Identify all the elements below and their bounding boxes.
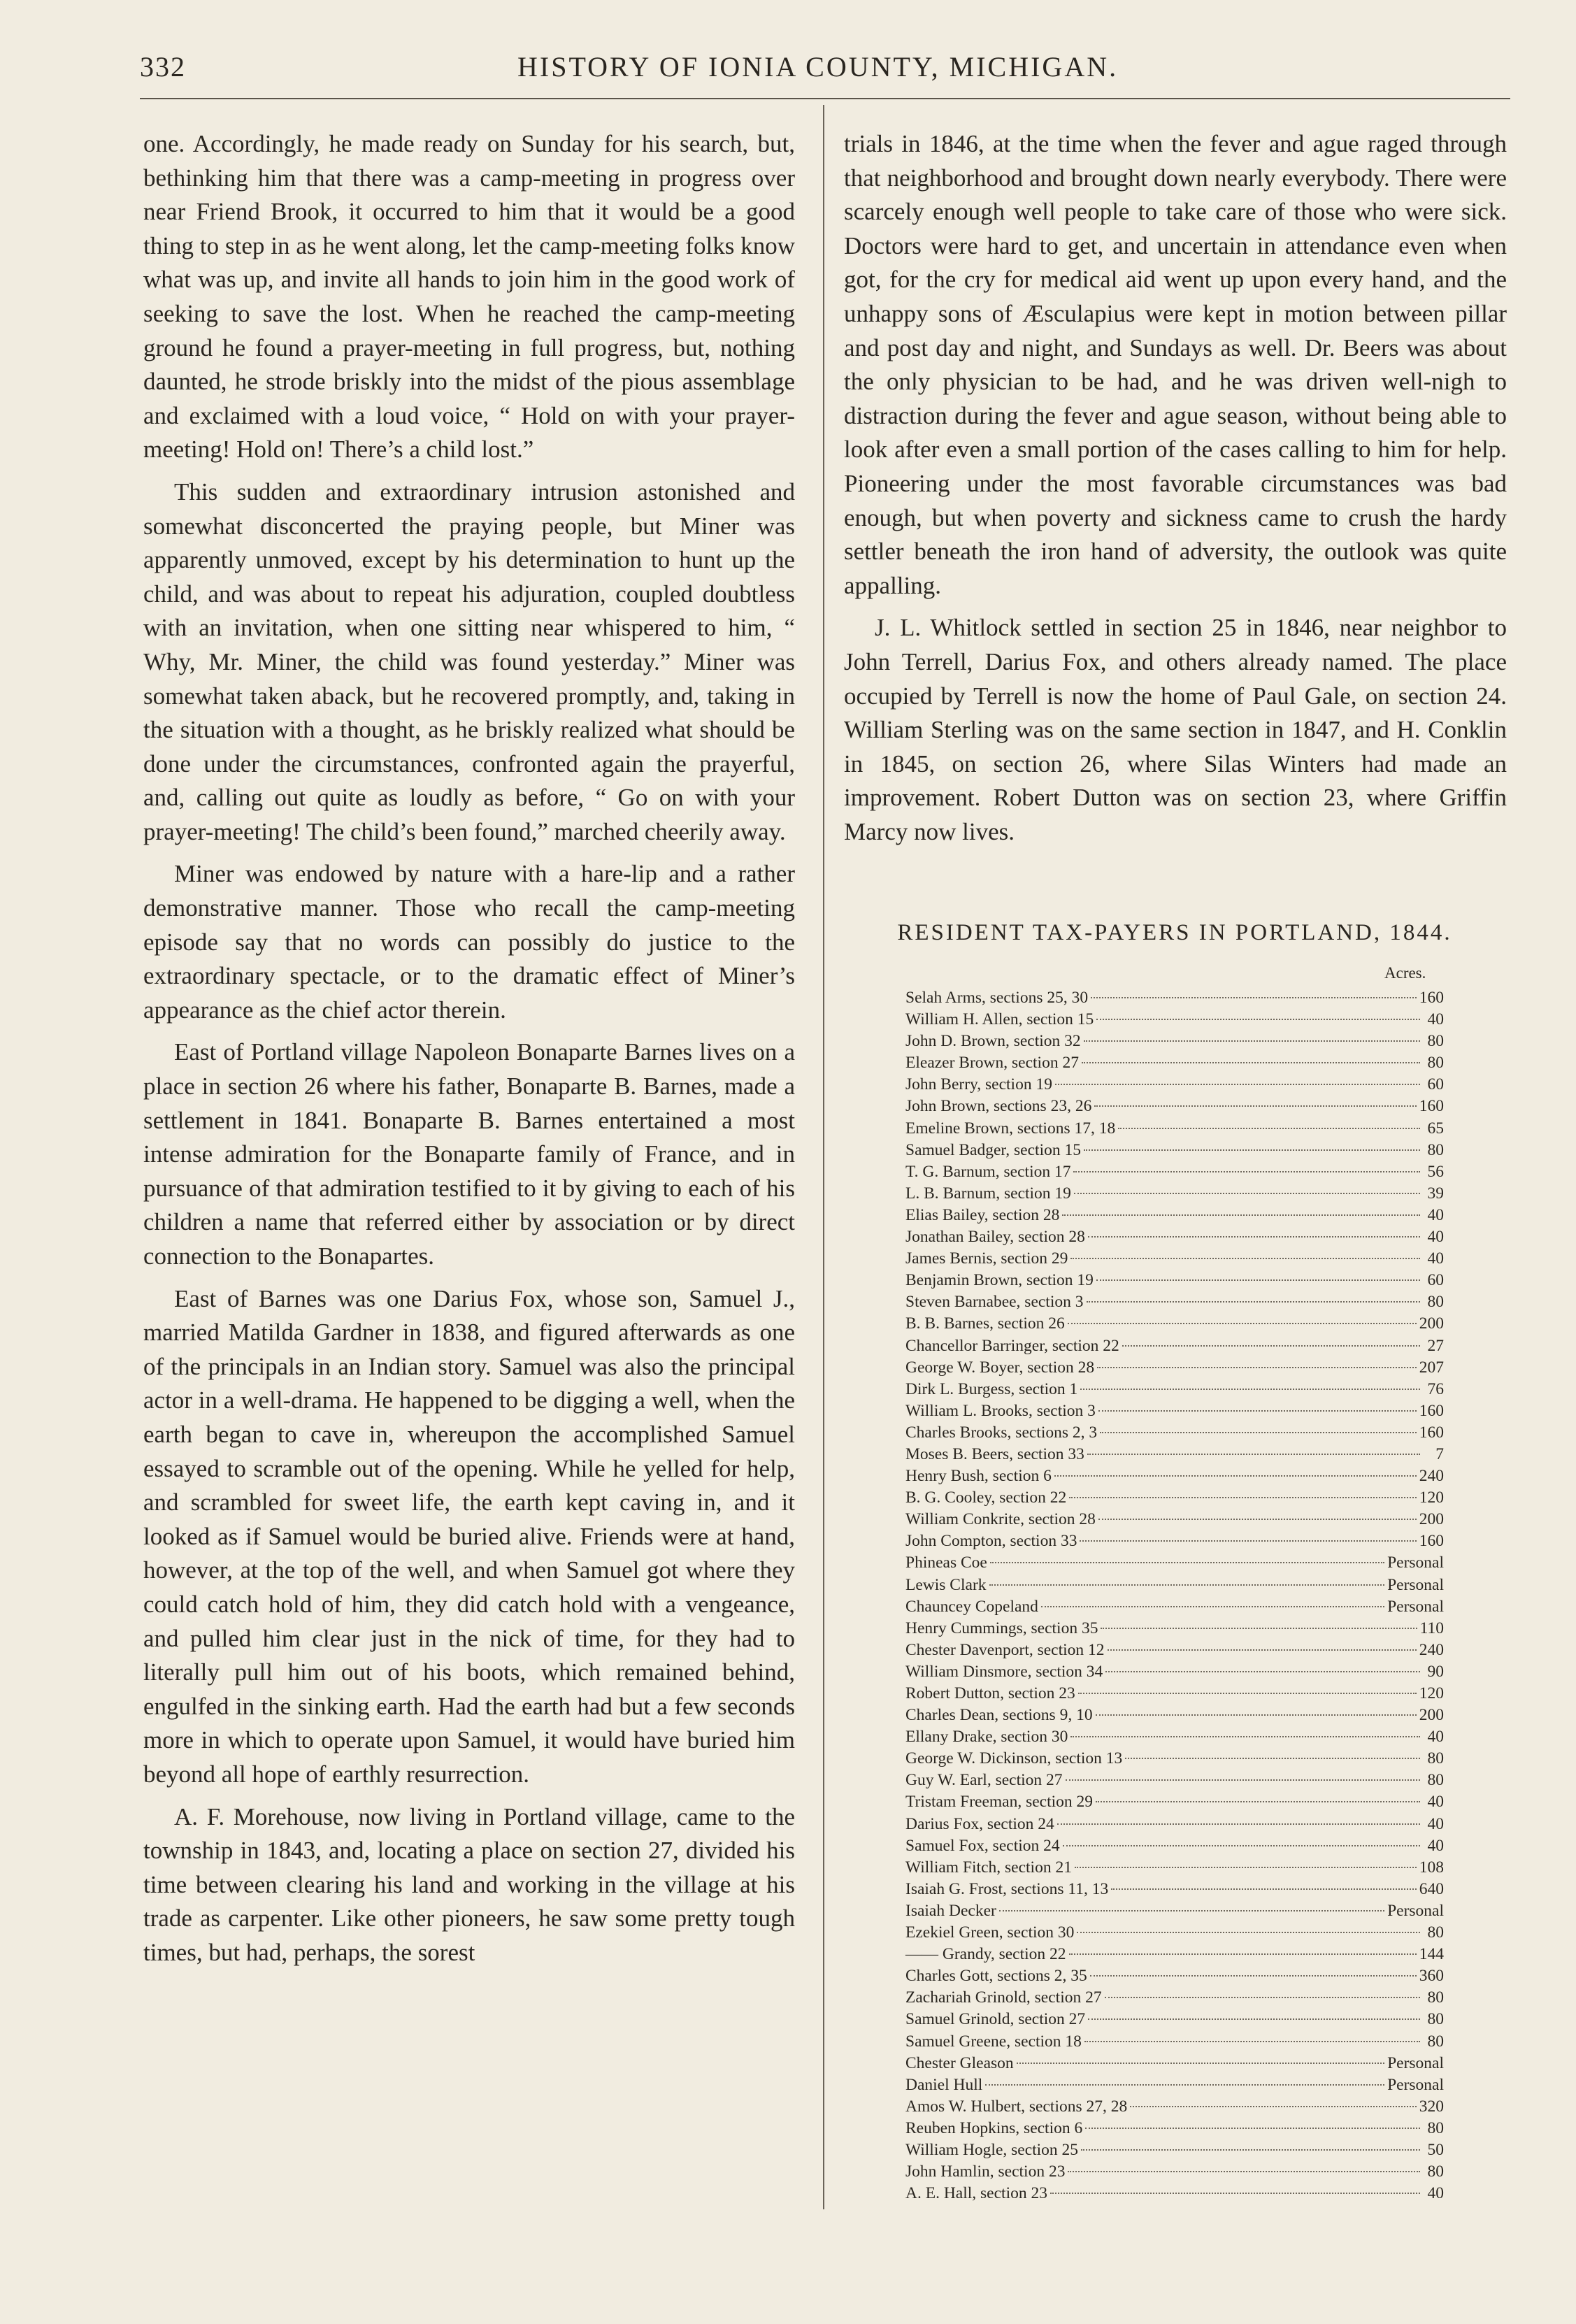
dot-leader [1080,1540,1416,1542]
tax-payer-acres: Personal [1387,1901,1444,1920]
tax-payer-name: B. B. Barnes, section 26 [905,1314,1065,1333]
tax-payer-name: B. G. Cooley, section 22 [905,1489,1067,1507]
tax-payer-row [905,1835,1444,1857]
dot-leader [1098,1519,1417,1520]
tax-payer-acres: 80 [1427,1054,1444,1073]
tax-payer-row [905,1748,1444,1770]
tax-payer-row [905,1814,1444,1835]
tax-payer-acres: 120 [1419,1489,1444,1507]
tax-payer-row [905,1509,1444,1530]
dot-leader [1082,1062,1420,1063]
paragraph: A. F. Morehouse, now living in Portland village, came to the township in 1843, and, locating a place on section 27, divided his time between clearing his land and working in the village at his trade as carpenter. Like other pioneers, he saw some pretty tough times, but had, perhaps, the sorest [143,1802,795,1966]
tax-payer-row [905,1161,1444,1183]
tax-payer-acres: 200 [1419,1314,1444,1333]
right-column [844,127,1507,857]
tax-payer-row [905,1248,1444,1270]
tax-payer-acres: Personal [1387,1597,1444,1616]
dot-leader [1054,1475,1417,1477]
tax-payer-acres: 80 [1427,1293,1444,1312]
tax-payer-acres: 90 [1427,1662,1444,1681]
tax-payer-acres: 108 [1419,1858,1444,1877]
tax-payer-name: Dirk L. Burgess, section 1 [905,1379,1078,1398]
tax-payer-name: Charles Gott, sections 2, 35 [905,1967,1087,1986]
tax-payer-acres: 80 [1427,2010,1444,2029]
tax-payer-row [905,1444,1444,1465]
tax-payer-name: William Fitch, section 21 [905,1858,1072,1877]
dot-leader [1094,1105,1416,1107]
tax-payer-row [905,1183,1444,1205]
tax-payer-name: John Hamlin, section 23 [905,2162,1066,2181]
dot-leader [1017,2063,1384,2064]
tax-payer-name: William L. Brooks, section 3 [905,1401,1096,1420]
tax-payer-row [905,1226,1444,1248]
tax-payer-name: Phineas Coe [905,1554,987,1572]
tax-payer-row [905,1118,1444,1140]
tax-payer-name: A. E. Hall, section 23 [905,2184,1047,2203]
tax-payer-acres: 160 [1419,1423,1444,1442]
tax-payer-acres: 320 [1419,2097,1444,2116]
tax-payer-name: Chancellor Barringer, section 22 [905,1336,1119,1355]
tax-payer-acres: 207 [1419,1358,1444,1377]
tax-payer-row [905,1465,1444,1487]
tax-payer-name: William Conkrite, section 28 [905,1510,1096,1529]
tax-payer-row [905,1661,1444,1683]
dot-leader [1069,1953,1417,1955]
header-rule [140,98,1510,99]
dot-leader [1057,1823,1420,1825]
tax-payer-acres: 76 [1427,1379,1444,1398]
tax-payer-name: George W. Boyer, section 28 [905,1358,1095,1377]
tax-payer-acres: 40 [1427,1814,1444,1833]
tax-payer-name: Steven Barnabee, section 3 [905,1293,1084,1312]
tax-payer-row [905,1791,1444,1813]
tax-payer-row [905,1965,1444,1987]
tax-payer-name: William Hogle, section 25 [905,2140,1079,2159]
tax-payer-acres: Personal [1387,1575,1444,1594]
tax-payer-name: Jonathan Bailey, section 28 [905,1228,1085,1247]
tax-payer-acres: 40 [1427,1836,1444,1855]
tax-payer-name: George W. Dickinson, section 13 [905,1749,1123,1768]
tax-payer-row [905,1552,1444,1574]
dot-leader [1084,2041,1420,2042]
dot-leader [1050,2193,1420,2194]
tax-payer-row [905,1944,1444,1965]
tax-payer-acres: 40 [1427,1228,1444,1247]
dot-leader [1088,2018,1420,2020]
tax-payer-name: Tristam Freeman, section 29 [905,1793,1094,1812]
paragraph: Miner was endowed by nature with a hare-lip and a rather demonstrative manner. Those who recall the camp-meeting episode say that no words can possibly do justice to the extraordinary spectacle, or to the dramatic effect of Miner’s appearance as the chief actor therein. [143,860,795,1024]
tax-payer-name: William H. Allen, section 15 [905,1010,1094,1029]
dot-leader [1075,1867,1417,1868]
dot-leader [999,1910,1384,1911]
tax-payer-name: Charles Brooks, sections 2, 3 [905,1423,1098,1442]
dot-leader [1074,1193,1420,1194]
paragraph: trials in 1846, at the time when the fever and ague raged through that neighborhood and brought down nearly everybody. There were scarcely enough well people to take care of those who were sick. Doctors were hard to get, and uncertain in attendance even when got, for the cry for medical aid went up upon every hand, and the unhappy sons of Æsculapius were kept in motion between pillar and post day and night, and Sundays as well. Dr. Beers was about the only physician to be had, and he was driven well-nigh to distraction during the fever and ague season, without being able to look after even a small portion of the cases calling to him for help. Pioneering under the most favorable circumstances was bad enough, but when poverty and sickness came to crush the hardy settler beneath the iron hand of adversity, the outlook was quite appalling. [844,130,1507,599]
tax-payer-name: Robert Dutton, section 23 [905,1684,1075,1702]
tax-payer-acres: 160 [1419,1401,1444,1420]
tax-payer-name: L. B. Barnum, section 19 [905,1184,1071,1203]
tax-payer-acres: 27 [1427,1336,1444,1355]
tax-payer-acres: 65 [1427,1119,1444,1138]
tax-payer-name: Eleazer Brown, section 27 [905,1054,1079,1073]
tax-payer-acres: 40 [1427,1249,1444,1268]
paragraph: East of Barnes was one Darius Fox, whose son, Samuel J., married Matilda Gardner in 1838, and figured afterwards as one of the principals in an Indian story. Samuel was also the principal actor in a well-drama. He happened to be digging a well, when the earth began to cave in, whereupon the accomplished Samuel essayed to scramble out of the opening. While he yelled for help, and scrambled for sweet life, the earth kept caving in, and it looked as if Samuel would be buried alive. Friends were at hand, however, at the top of the well, and when Samuel got where they could catch hold of him, they did catch hold with a vengeance, and pulled him clear just in the nick of time, for they had to literally pull him out of his boots, which remained behind, engulfed in the sinking earth. Had the earth had but a few seconds more in which to operate upon Samuel, it would have buried him beyond all hope of earthly resurrection. [143,1284,795,1788]
dot-leader [1063,1845,1420,1846]
tax-payer-acres: 240 [1419,1640,1444,1659]
tax-payer-name: Ellany Drake, section 30 [905,1728,1068,1746]
tax-payer-row [905,1096,1444,1117]
tax-payer-acres: 80 [1427,1988,1444,2007]
tax-payer-name: John Brown, sections 23, 26 [905,1097,1092,1116]
dot-leader [1069,1497,1417,1498]
tax-payer-row [905,2096,1444,2118]
tax-payer-name: Isaiah G. Frost, sections 11, 13 [905,1879,1109,1898]
tax-payer-row [905,1987,1444,2009]
dot-leader [1108,1649,1417,1651]
tax-payer-name: Emeline Brown, sections 17, 18 [905,1119,1116,1138]
dot-leader [1098,1410,1417,1412]
tax-payer-row [905,1379,1444,1400]
dot-leader [1096,1279,1420,1281]
tax-payer-name: Guy W. Earl, section 27 [905,1771,1063,1790]
dot-leader [1118,1128,1420,1129]
page-number: 332 [140,51,186,83]
dot-leader [1084,1040,1420,1042]
dot-leader [1130,2106,1417,2107]
tax-payer-row [905,1313,1444,1335]
tax-payer-row [905,2161,1444,2183]
tax-payer-row [905,1291,1444,1313]
dot-leader [1105,1671,1420,1672]
tax-payer-row [905,1140,1444,1161]
tax-payer-row [905,1074,1444,1096]
dot-leader [1062,1214,1420,1216]
tax-payer-acres: 40 [1427,1205,1444,1224]
column-divider [823,105,824,2209]
tax-payer-acres: Personal [1387,1554,1444,1572]
tax-payer-row [905,1726,1444,1748]
tax-payer-name: Isaiah Decker [905,1901,996,1920]
tax-payer-row [905,1900,1444,1922]
tax-payer-acres: 80 [1427,1771,1444,1790]
dot-leader [990,1562,1384,1563]
dot-leader [1070,1736,1420,1737]
tax-payer-name: Amos W. Hulbert, sections 27, 28 [905,2097,1128,2116]
tax-payer-row [905,1879,1444,1900]
tax-payer-row [905,1400,1444,1422]
tax-payer-name: T. G. Barnum, section 17 [905,1162,1071,1181]
tax-payer-acres: Personal [1387,2053,1444,2072]
tax-payer-row [905,1009,1444,1031]
dot-leader [989,1584,1385,1586]
tax-payer-name: Selah Arms, sections 25, 30 [905,989,1089,1007]
dot-leader [1101,1628,1417,1629]
dot-leader [1087,1454,1420,1455]
tax-payer-acres: 200 [1419,1510,1444,1529]
tax-payer-name: John Compton, section 33 [905,1532,1077,1551]
tax-payer-acres: 40 [1427,1728,1444,1746]
tax-payer-name: Samuel Grinold, section 27 [905,2010,1086,2029]
tax-payer-acres: Personal [1387,2075,1444,2094]
tax-payer-name: John Berry, section 19 [905,1075,1052,1094]
tax-payer-row [905,1618,1444,1640]
dot-leader [1085,2128,1420,2129]
tax-payer-row [905,987,1444,1009]
tax-payer-acres: 40 [1427,1793,1444,1812]
tax-payer-name: Daniel Hull [905,2075,983,2094]
tax-payer-name: Moses B. Beers, section 33 [905,1444,1084,1463]
tax-payer-acres: 80 [1427,2162,1444,2181]
tax-payer-row [905,1270,1444,1291]
dot-leader [1088,1236,1420,1238]
paragraph: J. L. Whitlock settled in section 25 in 1846, near neighbor to John Terrell, Darius Fox, and others already named. The place occupied by Terrell is now the home of Paul Gale, on section 24. William Sterling was on the same section in 1847, and H. Conklin in 1845, on section 26, where Silas Winters had made an improvement. Robert Dutton was on section 23, where Griffin Marcy now lives. [844,614,1507,845]
tax-payer-row [905,2183,1444,2204]
dot-leader [1096,1714,1417,1716]
tax-payer-name: John D. Brown, section 32 [905,1032,1081,1051]
dot-leader [1125,1758,1420,1759]
tax-payer-row [905,1205,1444,1226]
tax-payer-row [905,1487,1444,1509]
tax-payer-acres: 80 [1427,2118,1444,2137]
dot-leader [1111,1888,1417,1890]
tax-payer-name: Samuel Badger, section 15 [905,1140,1081,1159]
tax-payer-name: Darius Fox, section 24 [905,1814,1054,1833]
dot-leader [1097,1367,1417,1368]
tax-payer-acres: 80 [1427,1140,1444,1159]
tax-payer-row [905,1640,1444,1661]
tax-payer-row [905,2074,1444,2096]
dot-leader [1066,1779,1420,1781]
dot-leader [1073,1171,1420,1172]
tax-payer-name: Elias Bailey, section 28 [905,1205,1060,1224]
paragraph: one. Accordingly, he made ready on Sunday for his search, but, bethinking him that there was a camp-meeting in progress over near Friend Brook, it occurred to him that it would be a good thing to step in as he went along, let the camp-meeting folks know what was up, and invite all hands to join him in the good work of seeking to save the lost. When he reached the camp-meeting ground he found a prayer-meeting in full progress, but, nothing daunted, he strode briskly into the midst of the pious assemblage and exclaimed with a loud voice, “ Hold on with your prayer-meeting! Hold on! There’s a child lost.” [143,130,795,464]
tax-payer-acres: 120 [1419,1684,1444,1702]
tax-payer-acres: 144 [1419,1945,1444,1964]
dot-leader [1068,1323,1417,1324]
tax-payer-row [905,2118,1444,2139]
tax-payer-acres: 40 [1427,1010,1444,1029]
tax-payer-acres: 160 [1419,1097,1444,1116]
tax-payer-acres: 80 [1427,1032,1444,1051]
tax-payer-acres: 80 [1427,1923,1444,1942]
dot-leader [1078,1693,1417,1694]
tax-payer-row [905,2009,1444,2030]
dot-leader [1096,1801,1420,1802]
tax-payer-name: James Bernis, section 29 [905,1249,1068,1268]
dot-leader [1105,1997,1420,1998]
tax-payer-row [905,1530,1444,1552]
tax-payer-row [905,1335,1444,1357]
dot-leader [1081,2149,1420,2151]
tax-payer-acres: 40 [1427,2184,1444,2203]
dot-leader [1070,1258,1420,1259]
tax-payer-row [905,1857,1444,1879]
tax-payer-name: Samuel Fox, section 24 [905,1836,1060,1855]
dot-leader [1122,1345,1420,1347]
dot-leader [1068,2171,1420,2172]
dot-leader [1077,1932,1420,1933]
tax-payer-name: —— Grandy, section 22 [905,1945,1066,1964]
dot-leader [1084,1149,1420,1151]
tax-payer-row [905,1575,1444,1596]
tax-payer-name: Samuel Greene, section 18 [905,2032,1082,2051]
tax-payer-acres: 56 [1427,1162,1444,1181]
tax-payer-row [905,1596,1444,1618]
paragraph: This sudden and extraordinary intrusion astonished and somewhat disconcerted the praying people, but Miner was apparently unmoved, except by his determination to hunt up the child, and was about to repeat his adjuration, coupled doubtless with an invitation, when one sitting near whispered to him, “ Why, Mr. Miner, the child was found yesterday.” Miner was somewhat taken aback, but he recovered promptly, and, taking in the situation with a thought, as he briskly realized what should be done under the circumstances, confronted again the prayerful, and, calling out quite as loudly as before, “ Go on with your prayer-meeting! The child’s been found,” marched cheerily away. [143,478,795,845]
paragraph: East of Portland village Napoleon Bonaparte Barnes lives on a place in section 26 where his father, Bonaparte B. Barnes, made a settlement in 1841. Bonaparte B. Barnes entertained a most intense admiration for the Bonaparte family of France, and in pursuance of that admiration testified to it by giving to each of his children a name that referred either by association or by direct connection to the Bonapartes. [143,1038,795,1270]
tax-payer-name: Chester Gleason [905,2053,1014,2072]
dot-leader [1041,1606,1384,1607]
tax-payer-row [905,1922,1444,1944]
dot-leader [985,2084,1384,2086]
tax-payer-acres: 360 [1419,1967,1444,1986]
tax-payer-row [905,1683,1444,1705]
tax-payer-name: William Dinsmore, section 34 [905,1662,1103,1681]
tax-payer-acres: 640 [1419,1879,1444,1898]
tax-payer-name: Ezekiel Green, section 30 [905,1923,1075,1942]
tax-payer-name: Chester Davenport, section 12 [905,1640,1105,1659]
tax-payer-row [905,1705,1444,1726]
tax-payer-list [905,987,1444,2204]
tax-payer-row [905,1031,1444,1052]
tax-payer-acres: 160 [1419,989,1444,1007]
tax-payer-row [905,2031,1444,2053]
dot-leader [1087,1301,1421,1303]
tax-payer-name: Henry Bush, section 6 [905,1467,1052,1486]
tax-payer-name: Benjamin Brown, section 19 [905,1271,1094,1290]
dot-leader [1080,1389,1420,1390]
dot-leader [1096,1019,1420,1020]
tax-payer-acres: 50 [1427,2140,1444,2159]
dot-leader [1090,1975,1417,1977]
tax-payer-acres: 160 [1419,1532,1444,1551]
tax-payer-acres: 110 [1419,1619,1444,1637]
tax-payer-acres: 200 [1419,1706,1444,1725]
tax-payer-name: Chauncey Copeland [905,1597,1038,1616]
dot-leader [1091,997,1417,998]
tax-payer-acres: 60 [1427,1075,1444,1094]
tax-payer-row [905,1357,1444,1379]
tax-payer-row [905,1052,1444,1074]
tax-payer-acres: 80 [1427,1749,1444,1768]
dot-leader [1100,1432,1417,1433]
tax-payer-acres: 39 [1427,1184,1444,1203]
left-column [143,127,795,1978]
tax-payer-acres: 60 [1427,1271,1444,1290]
acres-column-header: Acres. [1384,964,1426,982]
tax-payer-name: Henry Cummings, section 35 [905,1619,1098,1637]
tax-payer-row [905,2139,1444,2161]
tax-table-title: RESIDENT TAX-PAYERS IN PORTLAND, 1844. [897,920,1452,945]
tax-payer-row [905,2053,1444,2074]
tax-payer-acres: 80 [1427,2032,1444,2051]
tax-payer-acres: 240 [1419,1467,1444,1486]
tax-payer-row [905,1422,1444,1444]
page-header [140,46,1510,88]
tax-payer-name: Lewis Clark [905,1575,987,1594]
tax-payer-name: Charles Dean, sections 9, 10 [905,1706,1093,1725]
tax-payer-acres: 7 [1435,1444,1444,1463]
tax-payer-name: Zachariah Grinold, section 27 [905,1988,1102,2007]
dot-leader [1055,1084,1420,1085]
tax-payer-row [905,1770,1444,1791]
tax-payer-name: Reuben Hopkins, section 6 [905,2118,1083,2137]
running-head: HISTORY OF IONIA COUNTY, MICHIGAN. [517,51,1119,83]
